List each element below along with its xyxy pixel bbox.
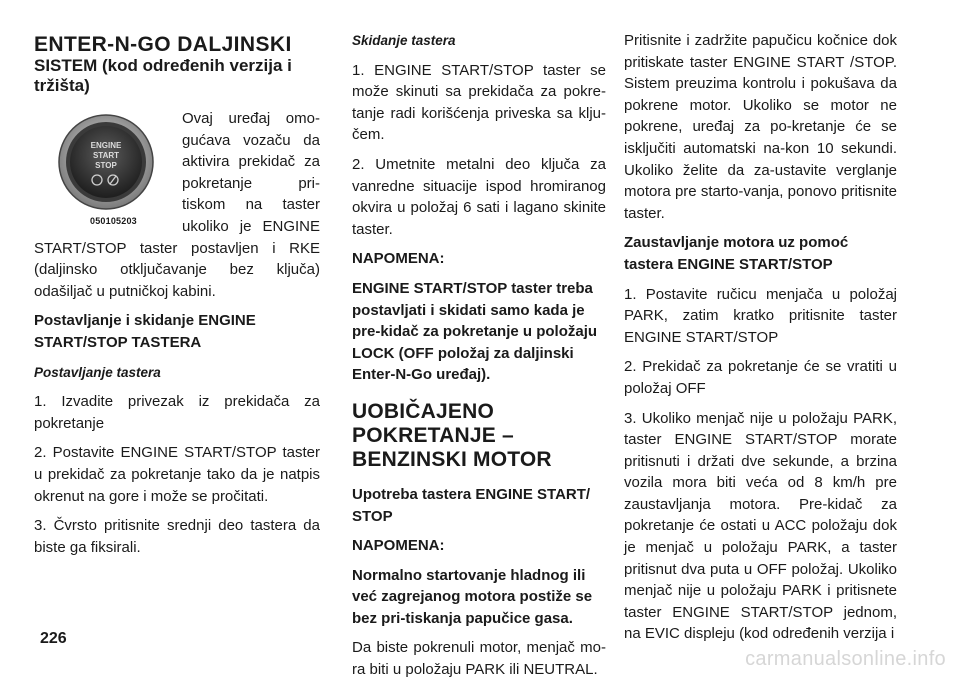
button-text-engine: ENGINE — [90, 141, 122, 150]
figure-code: 050105203 — [90, 216, 137, 226]
button-text-start: START — [92, 151, 120, 160]
page-number: 226 — [40, 630, 67, 647]
stop-step-2: 2. Prekidač za pokretanje će se vratiti u položaj OFF — [624, 358, 897, 397]
section-title-normal-start: UOBIČAJENO POKRETANJE – BENZINSKI MOTOR — [352, 399, 552, 471]
note2-text: Normalno startovanje hladnog ili već zagrejanog motora postiže se bez pri-tiskanja papučice gasa. — [352, 566, 593, 627]
section-title-enter-n-go: ENTER-N-GO DALJINSKI — [34, 33, 292, 56]
watermark: carmanualsonline.info — [745, 648, 946, 670]
intro-block — [34, 108, 320, 302]
note-text: ENGINE START/STOP taster treba postavljati i skidati samo kada je pre-kidač za pokretanje u položaju LOCK (OFF položaj za daljinski Enter-N-Go uređaj). — [352, 279, 598, 384]
heading-remove: Skidanje tastera — [352, 33, 456, 48]
install-step-3: 3. Čvrsto pritisnite srednji deo tastera da biste ga fiksirali. — [34, 517, 320, 556]
heading-stop-engine: Zaustavljanje motora uz pomoć tastera ENGINE START/STOP — [624, 234, 849, 273]
stop-step-3: 3. Ukoliko menjač nije u položaju PARK, taster ENGINE START/STOP morate pritisnuti i držati dve sekunde, a brzina vozila mora biti veća od 8 km/h pre zaustavljanja motora. Pre-kidač za pokretanje će ostati u ACC položaju dok je menjač u položaju PARK, a taster pritisnut dva puta u OFF položaj. Ukoliko menjač nije u položaju PARK i pritisnete taster ENGINE START/STOP jednom, na EVIC displeju (kod određenih verzija i — [624, 409, 897, 643]
stop-step-1: 1. Postavite ručicu menjača u položaj PARK, zatim kratko pritisnite taster ENGINE START/STOP — [624, 285, 897, 346]
intro-paragraph: Ovaj uređaj omo-gućava vozaču da aktivira prekidač za pokretanje pri-tiskom na taster ukoliko je ENGINE START/STOP taster postavljen i RKE (daljinsko otključavanje bez ključa) odašiljač u putničkoj kabini. — [34, 110, 320, 300]
heading-install: Postavljanje tastera — [34, 364, 161, 380]
note2-label: NAPOMENA: — [352, 537, 445, 555]
heading-install-remove: Postavljanje i skidanje ENGINE START/STOP TASTERA — [34, 312, 256, 351]
start-stop-button-figure — [34, 108, 176, 228]
start-procedure-paragraph: Pritisnite i zadržite papučicu kočnice dok pritiskate taster ENGINE START /STOP. Sistem preuzima kontrolu i pokušava da pokrene motor. Ukoliko se motor ne pokrene, uređaj za po-kretanje će se isključiti automatski na-kon 10 sekundi. Ukoliko želite da za-ustavite verglanje motora pre starto-vanja, ponovo pritisnite taster. — [624, 32, 897, 222]
column-left — [34, 30, 320, 566]
install-step-1: 1. Izvadite privezak iz prekidača za pokretanje — [34, 393, 320, 432]
button-text-stop: STOP — [95, 161, 117, 170]
column-middle — [352, 30, 606, 689]
section-title-sub: SISTEM (kod određenih verzija i tržišta) — [34, 56, 292, 95]
engine-start-stop-button-icon — [56, 112, 156, 212]
note-label: NAPOMENA: — [352, 250, 445, 268]
install-step-2: 2. Postavite ENGINE START/STOP taster u prekidač za pokretanje tako da je natpis okrenut na gore i može se pročitati. — [34, 444, 320, 505]
column-right — [624, 30, 897, 653]
subheading-use-button: Upotreba tastera ENGINE START/ STOP — [352, 485, 591, 525]
start-paragraph: Da biste pokrenuli motor, menjač mo-ra biti u položaju PARK ili NEUTRAL. — [352, 639, 606, 679]
remove-step-2: 2. Umetnite metalni deo ključa za vanredne situacije ispod hromiranog okvira u položaj 6 sati i lagano skinite taster. — [352, 155, 606, 238]
remove-step-1: 1. ENGINE START/STOP taster se može skinuti sa prekidača za pokre-tanje radi korišćenja priveska sa klju-čem. — [352, 61, 606, 144]
